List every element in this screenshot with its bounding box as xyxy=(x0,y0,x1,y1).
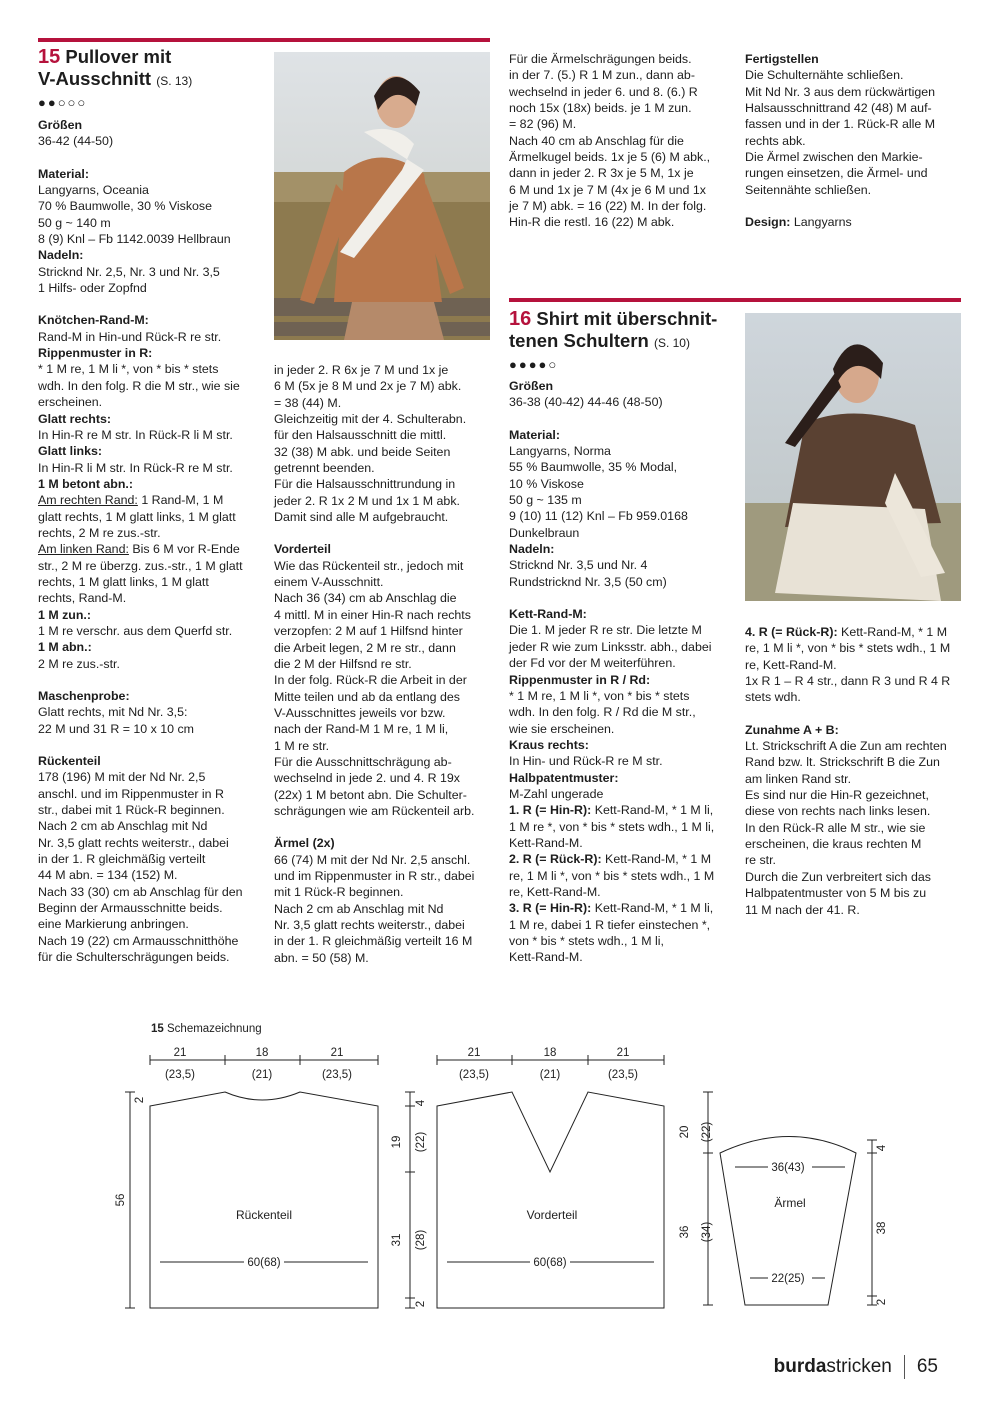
paragraph-gap xyxy=(745,198,970,214)
text-line: Kett-Rand-M. xyxy=(509,950,583,965)
sleeve-length: 38 xyxy=(876,1221,888,1235)
pattern-15-title xyxy=(38,46,192,92)
text-line: 1 M betont abn.: xyxy=(38,476,133,491)
text-line: wechselnd in jeder 6. und 8. (6.) R xyxy=(509,84,698,99)
paragraph-gap xyxy=(38,737,263,753)
text-line: Nadeln: xyxy=(38,248,84,263)
front-width-3-alt: (23,5) xyxy=(607,1069,639,1081)
front-width-1-alt: (23,5) xyxy=(458,1069,490,1081)
text-line: Fertigstellen xyxy=(745,52,819,66)
text-line: glatt rechts, 1 M glatt links, 1 M glatt xyxy=(38,509,236,524)
page-number: 65 xyxy=(916,1356,938,1378)
text-line: = 38 (44) M. xyxy=(274,395,342,410)
text-line: Nr. 3,5 glatt rechts weiterstr., dabei xyxy=(274,918,465,932)
text-line: 6 M (5x je 8 M und 2x je 7 M) abk. xyxy=(274,379,462,394)
difficulty-rating: ●●●●○ xyxy=(509,357,559,372)
text-line: Damit sind alle M aufgebraucht. xyxy=(274,510,449,525)
text-line: Ärmel (2x) xyxy=(274,836,335,851)
text-line: 2. R (= Rück-R): Kett-Rand-M, * 1 M xyxy=(509,852,712,867)
text-line: Glatt rechts, mit Nd Nr. 3,5: xyxy=(38,705,188,720)
front-body-height: 31 xyxy=(391,1233,403,1247)
text-line: Langyarns, Oceania xyxy=(38,183,149,198)
pattern-number: 16 xyxy=(509,308,532,330)
back-width-1-alt: (23,5) xyxy=(164,1069,196,1081)
front-armhole-height-alt: (22) xyxy=(415,1131,427,1153)
text-line: Nach 36 (34) cm ab Anschlag die xyxy=(274,591,457,606)
text-line: Knötchen-Rand-M: xyxy=(38,313,149,328)
text-line: Halbpatentmuster von 5 M bis zu xyxy=(745,886,927,901)
text-line: 70 % Baumwolle, 30 % Viskose xyxy=(38,199,213,214)
sleeve-cap-height: 20 xyxy=(679,1125,691,1139)
text-line: re str. xyxy=(745,853,776,868)
pattern-15-column-1 xyxy=(38,117,263,966)
text-line: 66 (74) M mit der Nd Nr. 2,5 anschl. xyxy=(274,852,471,867)
text-line: In Hin- und Rück-R re M str. xyxy=(509,754,663,769)
text-line: Es sind nur die Hin-R gezeichnet, xyxy=(745,788,929,803)
text-line: 55 % Baumwolle, 35 % Modal, xyxy=(509,460,678,475)
paragraph-gap xyxy=(745,706,970,722)
text-line: 8 (9) Knl – Fb 1142.0039 Hellbraun xyxy=(38,232,231,247)
text-line: 1 Hilfs- oder Zopfnd xyxy=(38,281,147,296)
text-line: Stricknd Nr. 3,5 und Nr. 4 xyxy=(509,558,648,573)
text-line: re, 1 M li *, von * bis * stets wdh., 1 M xyxy=(509,868,715,883)
sleeve-top-width: 36(43) xyxy=(771,1162,805,1174)
text-line: str., 2 M re überzg. zus.-str., 1 M glatt xyxy=(38,558,243,573)
text-line: * 1 M re, 1 M li *, von * bis * stets xyxy=(38,362,219,377)
front-width-3: 21 xyxy=(616,1047,630,1059)
title-line-1: Shirt mit überschnit- xyxy=(536,308,718,329)
text-line: Langyarns, Norma xyxy=(509,444,611,459)
sleeve-body-height-alt: (34) xyxy=(701,1221,713,1243)
text-line: Gleichzeitig mit der 4. Schulterabn. xyxy=(274,412,467,427)
text-line: Glatt rechts: xyxy=(38,411,111,426)
text-line: Halbpatentmuster: xyxy=(509,770,619,785)
text-line: 1 M re str. xyxy=(274,738,330,753)
text-line: Für die Ärmelschrägungen beids. xyxy=(509,52,692,66)
text-line: Hin-R die restl. 16 (22) M abk. xyxy=(509,215,675,230)
paragraph-gap xyxy=(38,150,263,166)
text-line: Glatt links: xyxy=(38,444,103,459)
text-line: Rand-M in Hin-und Rück-R re str. xyxy=(38,329,222,344)
text-line: In Hin-R li M str. In Rück-R re M str. xyxy=(38,460,233,475)
text-line: Durch die Zun verbreitert sich das xyxy=(745,869,931,884)
text-line: 6 M und 1x je 7 M (4x je 6 M und 1x xyxy=(509,182,706,197)
text-line: rechts, 2 M re zus.-str. xyxy=(38,525,161,540)
text-line: Kraus rechts: xyxy=(509,737,589,752)
text-line: Rippenmuster in R: xyxy=(38,346,153,361)
text-line: Design: Langyarns xyxy=(745,215,852,230)
text-line: 1 M zun.: xyxy=(38,607,91,622)
text-line: am linken Rand str. xyxy=(745,771,852,786)
text-line: rechts, Rand-M. xyxy=(38,591,127,606)
sleeve-body-height: 36 xyxy=(679,1225,691,1239)
text-line: Maschenprobe: xyxy=(38,689,130,703)
sleeve-cap-height-alt: (22) xyxy=(701,1121,713,1143)
text-line: 4 mittl. M in einer Hin-R nach rechts xyxy=(274,607,471,622)
paragraph-gap xyxy=(274,525,494,541)
text-line: re, Kett-Rand-M. xyxy=(509,884,601,899)
pattern-number: 15 xyxy=(38,46,61,68)
sleeve-rib-height: 2 xyxy=(876,1298,888,1306)
text-line: nach der Rand-M 1 M re, 1 M li, xyxy=(274,722,449,737)
text-line: von * bis * stets wdh., 1 M li, xyxy=(509,934,664,948)
text-line: Die Ärmel zwischen den Markie- xyxy=(745,150,923,165)
text-line: re, Kett-Rand-M. xyxy=(745,657,837,672)
text-line: Nadeln: xyxy=(509,542,555,557)
text-line: jeder R wie zum Linksstr. abh., dabei xyxy=(509,639,712,654)
paragraph-gap xyxy=(38,296,263,312)
text-line: 1 M abn.: xyxy=(38,640,92,655)
back-width-3-alt: (23,5) xyxy=(321,1069,353,1081)
text-line: Halsausschnittrand 42 (48) M auf- xyxy=(745,101,932,116)
text-line: für die Schulterschrägungen beids. xyxy=(38,950,230,965)
model-photo-shirt xyxy=(745,313,961,601)
front-piece xyxy=(405,1055,664,1308)
text-line: für den Halsausschnitt die mittl. xyxy=(274,428,447,443)
text-line: anschl. und im Rippenmuster in R xyxy=(38,786,224,801)
text-line: 1x R 1 – R 4 str., dann R 3 und R 4 R xyxy=(745,674,951,689)
front-shoulder-height: 4 xyxy=(415,1099,427,1107)
text-line: eine Markierung anbringen. xyxy=(38,917,189,932)
text-line: 1 M re *, von * bis * stets wdh., 1 M li, xyxy=(509,819,715,834)
text-line: erscheinen, die kraus rechten M xyxy=(745,837,922,852)
page-reference: (S. 13) xyxy=(156,74,193,88)
back-height: 56 xyxy=(115,1193,127,1207)
text-line: rechts abk. xyxy=(745,133,806,148)
text-line: 1. R (= Hin-R): Kett-Rand-M, * 1 M li, xyxy=(509,803,714,818)
text-line: 36-38 (40-42) 44-46 (48-50) xyxy=(509,395,663,410)
text-line: 32 (38) M abk. und beide Seiten xyxy=(274,444,451,459)
front-width-2: 18 xyxy=(543,1047,557,1059)
text-line: schrägungen wie am Rückenteil arb. xyxy=(274,803,475,818)
pattern-16-title xyxy=(509,308,717,354)
text-line: 36-42 (44-50) xyxy=(38,134,114,149)
back-shoulder-height: 2 xyxy=(134,1096,146,1104)
text-line: Mit Nd Nr. 3 aus dem rückwärtigen xyxy=(745,84,936,99)
text-line: Nach 2 cm ab Anschlag mit Nd xyxy=(274,901,444,916)
text-line: 11 M nach der 41. R. xyxy=(745,902,860,917)
text-line: wdh. In den folg. R die M str., wie sie xyxy=(38,378,240,393)
text-line: Lt. Strickschrift A die Zun am rechten xyxy=(745,739,947,754)
text-line: Rückenteil xyxy=(38,754,101,769)
paragraph-gap xyxy=(509,411,734,427)
text-line: Nach 2 cm ab Anschlag mit Nd xyxy=(38,819,208,834)
paragraph-gap xyxy=(509,590,734,606)
sleeve-bottom-width: 22(25) xyxy=(771,1273,805,1285)
back-width-1: 21 xyxy=(173,1047,187,1059)
front-rib-height: 2 xyxy=(415,1300,427,1308)
sleeve-top-height: 4 xyxy=(876,1144,888,1152)
title-line-2: V-Ausschnitt xyxy=(38,68,152,89)
paragraph-gap xyxy=(274,819,494,835)
text-line: Zunahme A + B: xyxy=(745,722,839,737)
text-line: Nach 19 (22) cm Armausschnitthöhe xyxy=(38,933,239,948)
text-line: und im Rippenmuster in R str., dabei xyxy=(274,868,475,883)
text-line: noch 15x (18x) beids. je 1 M zun. xyxy=(509,101,692,116)
text-line: Kett-Rand-M: xyxy=(509,607,587,622)
text-line: Am rechten Rand: 1 Rand-M, 1 M xyxy=(38,493,224,508)
text-line: erscheinen. xyxy=(38,395,103,410)
back-width-3: 21 xyxy=(330,1047,344,1059)
front-width-1: 21 xyxy=(467,1047,481,1059)
text-line: Rand bzw. lt. Strickschrift B die Zun xyxy=(745,755,940,770)
text-line: = 82 (96) M. xyxy=(509,117,577,132)
back-width-2-alt: (21) xyxy=(251,1069,273,1081)
text-line: Für die Ausschnittschrägung ab- xyxy=(274,754,452,769)
text-line: diese von rechts nach links lesen. xyxy=(745,804,931,819)
back-width-2: 18 xyxy=(255,1047,269,1059)
text-line: In der folg. Rück-R die Arbeit in der xyxy=(274,673,467,688)
front-width-2-alt: (21) xyxy=(539,1069,561,1081)
text-line: 4. R (= Rück-R): Kett-Rand-M, * 1 M xyxy=(745,625,948,639)
sleeve-label: Ärmel xyxy=(774,1196,806,1210)
schematic-drawing xyxy=(0,1010,1000,1320)
text-line: str., dabei mit 1 Rück-R beginnen. xyxy=(38,803,225,818)
footer-divider xyxy=(904,1355,905,1379)
model-photo-pullover xyxy=(274,52,490,340)
text-line: in der 1. R gleichmäßig verteilt 16 M xyxy=(274,934,473,949)
paragraph-gap xyxy=(38,672,263,688)
text-line: Dunkelbraun xyxy=(509,525,580,540)
text-line: verzopfen: 2 M auf 1 Hilfsnd hinter xyxy=(274,624,463,639)
text-line: wdh. In den folg. R / Rd die M str., xyxy=(509,705,696,720)
text-line: Ärmelkugel beids. 1x je 5 (6) M abk., xyxy=(509,150,711,165)
text-line: wechselnd in jede 2. und 4. R 19x xyxy=(274,771,460,786)
text-line: in der 7. (5.) R 1 M zun., dann ab- xyxy=(509,68,695,83)
pattern-16-column-4 xyxy=(745,624,970,918)
text-line: re, 1 M li *, von * bis * stets wdh., 1 M xyxy=(745,641,951,656)
back-label: Rückenteil xyxy=(235,1208,293,1222)
text-line: Rippenmuster in R / Rd: xyxy=(509,672,651,687)
text-line: In Hin-R re M str. In Rück-R li M str. xyxy=(38,427,233,442)
text-line: Nr. 3,5 glatt rechts weiterstr., dabei xyxy=(38,835,229,850)
text-line: Material: xyxy=(509,427,560,442)
text-line: die 2 M der Hilfsnd re str. xyxy=(274,656,412,671)
pattern-15-column-3 xyxy=(509,51,734,231)
text-line: * 1 M re, 1 M li *, von * bis * stets xyxy=(509,688,690,703)
text-line: Beginn der Armausschnitte beids. xyxy=(38,901,223,916)
pattern-15-column-2 xyxy=(274,362,494,966)
text-line: dann in jeder 2. R 3x je 5 M, 1x je xyxy=(509,166,694,181)
page-footer xyxy=(774,1355,938,1379)
text-line: in jeder 2. R 6x je 7 M und 1x je xyxy=(274,363,449,377)
text-line: wie sie erscheinen. xyxy=(509,721,615,736)
text-line: jeder 2. R 1x 2 M und 1x 1 M abk. xyxy=(274,493,460,508)
text-line: Kett-Rand-M. xyxy=(509,835,583,850)
text-line: Am linken Rand: Bis 6 M vor R-Ende xyxy=(38,542,240,557)
text-line: rechts, 1 M glatt links, 1 M glatt xyxy=(38,574,209,589)
text-line: 178 (196) M mit der Nd Nr. 2,5 xyxy=(38,770,206,785)
pattern-15-column-4 xyxy=(745,51,970,230)
text-line: der Fd vor der M weiterführen. xyxy=(509,656,676,671)
front-body-height-alt: (28) xyxy=(415,1229,427,1251)
section-rule-15 xyxy=(38,38,490,42)
text-line: 50 g ~ 135 m xyxy=(509,493,582,508)
text-line: 1 M re verschr. aus dem Querfd str. xyxy=(38,623,233,638)
text-line: 9 (10) 11 (12) Knl – Fb 959.0168 xyxy=(509,509,688,524)
text-line: 22 M und 31 R = 10 x 10 cm xyxy=(38,721,195,736)
text-line: einem V-Ausschnitt. xyxy=(274,575,384,590)
text-line: (22x) 1 M betont abn. Die Schulter- xyxy=(274,787,467,802)
text-line: Mitte teilen und ab da entlang des xyxy=(274,689,460,704)
front-armhole-height: 19 xyxy=(391,1135,403,1149)
text-line: Die Schulternähte schließen. xyxy=(745,68,904,83)
text-line: die Arbeit legen, 2 M re str., dann xyxy=(274,640,456,655)
text-line: Größen xyxy=(509,379,554,393)
text-line: Rundstricknd Nr. 3,5 (50 cm) xyxy=(509,574,667,589)
text-line: in der 1. R gleichmäßig verteilt xyxy=(38,852,206,867)
text-line: rungen einsetzen, die Ärmel- und xyxy=(745,166,928,181)
text-line: Nach 33 (30) cm ab Anschlag für den xyxy=(38,884,243,899)
text-line: mit 1 Rück-R beginnen. xyxy=(274,885,404,900)
text-line: V-Ausschnittes jeweils vor bzw. xyxy=(274,705,446,720)
text-line: 3. R (= Hin-R): Kett-Rand-M, * 1 M li, xyxy=(509,901,714,916)
text-line: abn. = 50 (58) M. xyxy=(274,950,369,965)
text-line: stets wdh. xyxy=(745,690,801,705)
text-line: 10 % Viskose xyxy=(509,476,584,491)
back-bottom-width: 60(68) xyxy=(247,1257,281,1269)
page-reference: (S. 10) xyxy=(653,336,690,350)
text-line: je 7 M) abk. = 16 (22) M. In der folg. xyxy=(509,199,707,214)
text-line: In den Rück-R alle M str., wie sie xyxy=(745,820,926,835)
text-line: Stricknd Nr. 2,5, Nr. 3 und Nr. 3,5 xyxy=(38,264,220,279)
title-line-2: tenen Schultern xyxy=(509,330,649,351)
text-line: Seitennähte schließen. xyxy=(745,182,872,197)
text-line: Die 1. M jeder R re str. Die letzte M xyxy=(509,623,702,638)
text-line: Nach 40 cm ab Anschlag für die xyxy=(509,133,684,148)
text-line: 1 M re, dabei 1 R tiefer einstechen *, xyxy=(509,917,711,932)
text-line: Wie das Rückenteil str., jedoch mit xyxy=(274,558,464,573)
text-line: Größen xyxy=(38,118,83,132)
schema-title: 15 Schemazeichnung xyxy=(151,1023,262,1035)
front-label: Vorderteil xyxy=(526,1208,578,1222)
text-line: getrennt beenden. xyxy=(274,461,375,476)
front-bottom-width: 60(68) xyxy=(533,1257,567,1269)
brand-logo: burdastricken xyxy=(773,1356,892,1378)
text-line: Material: xyxy=(38,166,89,181)
text-line: 44 M abn. = 134 (152) M. xyxy=(38,868,178,883)
difficulty-rating: ●●○○○ xyxy=(38,95,88,110)
text-line: Vorderteil xyxy=(274,542,331,557)
text-line: M-Zahl ungerade xyxy=(509,786,604,801)
back-piece xyxy=(125,1055,378,1308)
text-line: 50 g ~ 140 m xyxy=(38,215,111,230)
pattern-16-column-3 xyxy=(509,378,734,966)
text-line: Für die Halsausschnittrundung in xyxy=(274,477,456,492)
text-line: 2 M re zus.-str. xyxy=(38,656,120,671)
title-line-1: Pullover mit xyxy=(65,46,172,67)
section-rule-16 xyxy=(509,298,961,302)
text-line: fassen und in der 1. Rück-R alle M xyxy=(745,117,936,132)
